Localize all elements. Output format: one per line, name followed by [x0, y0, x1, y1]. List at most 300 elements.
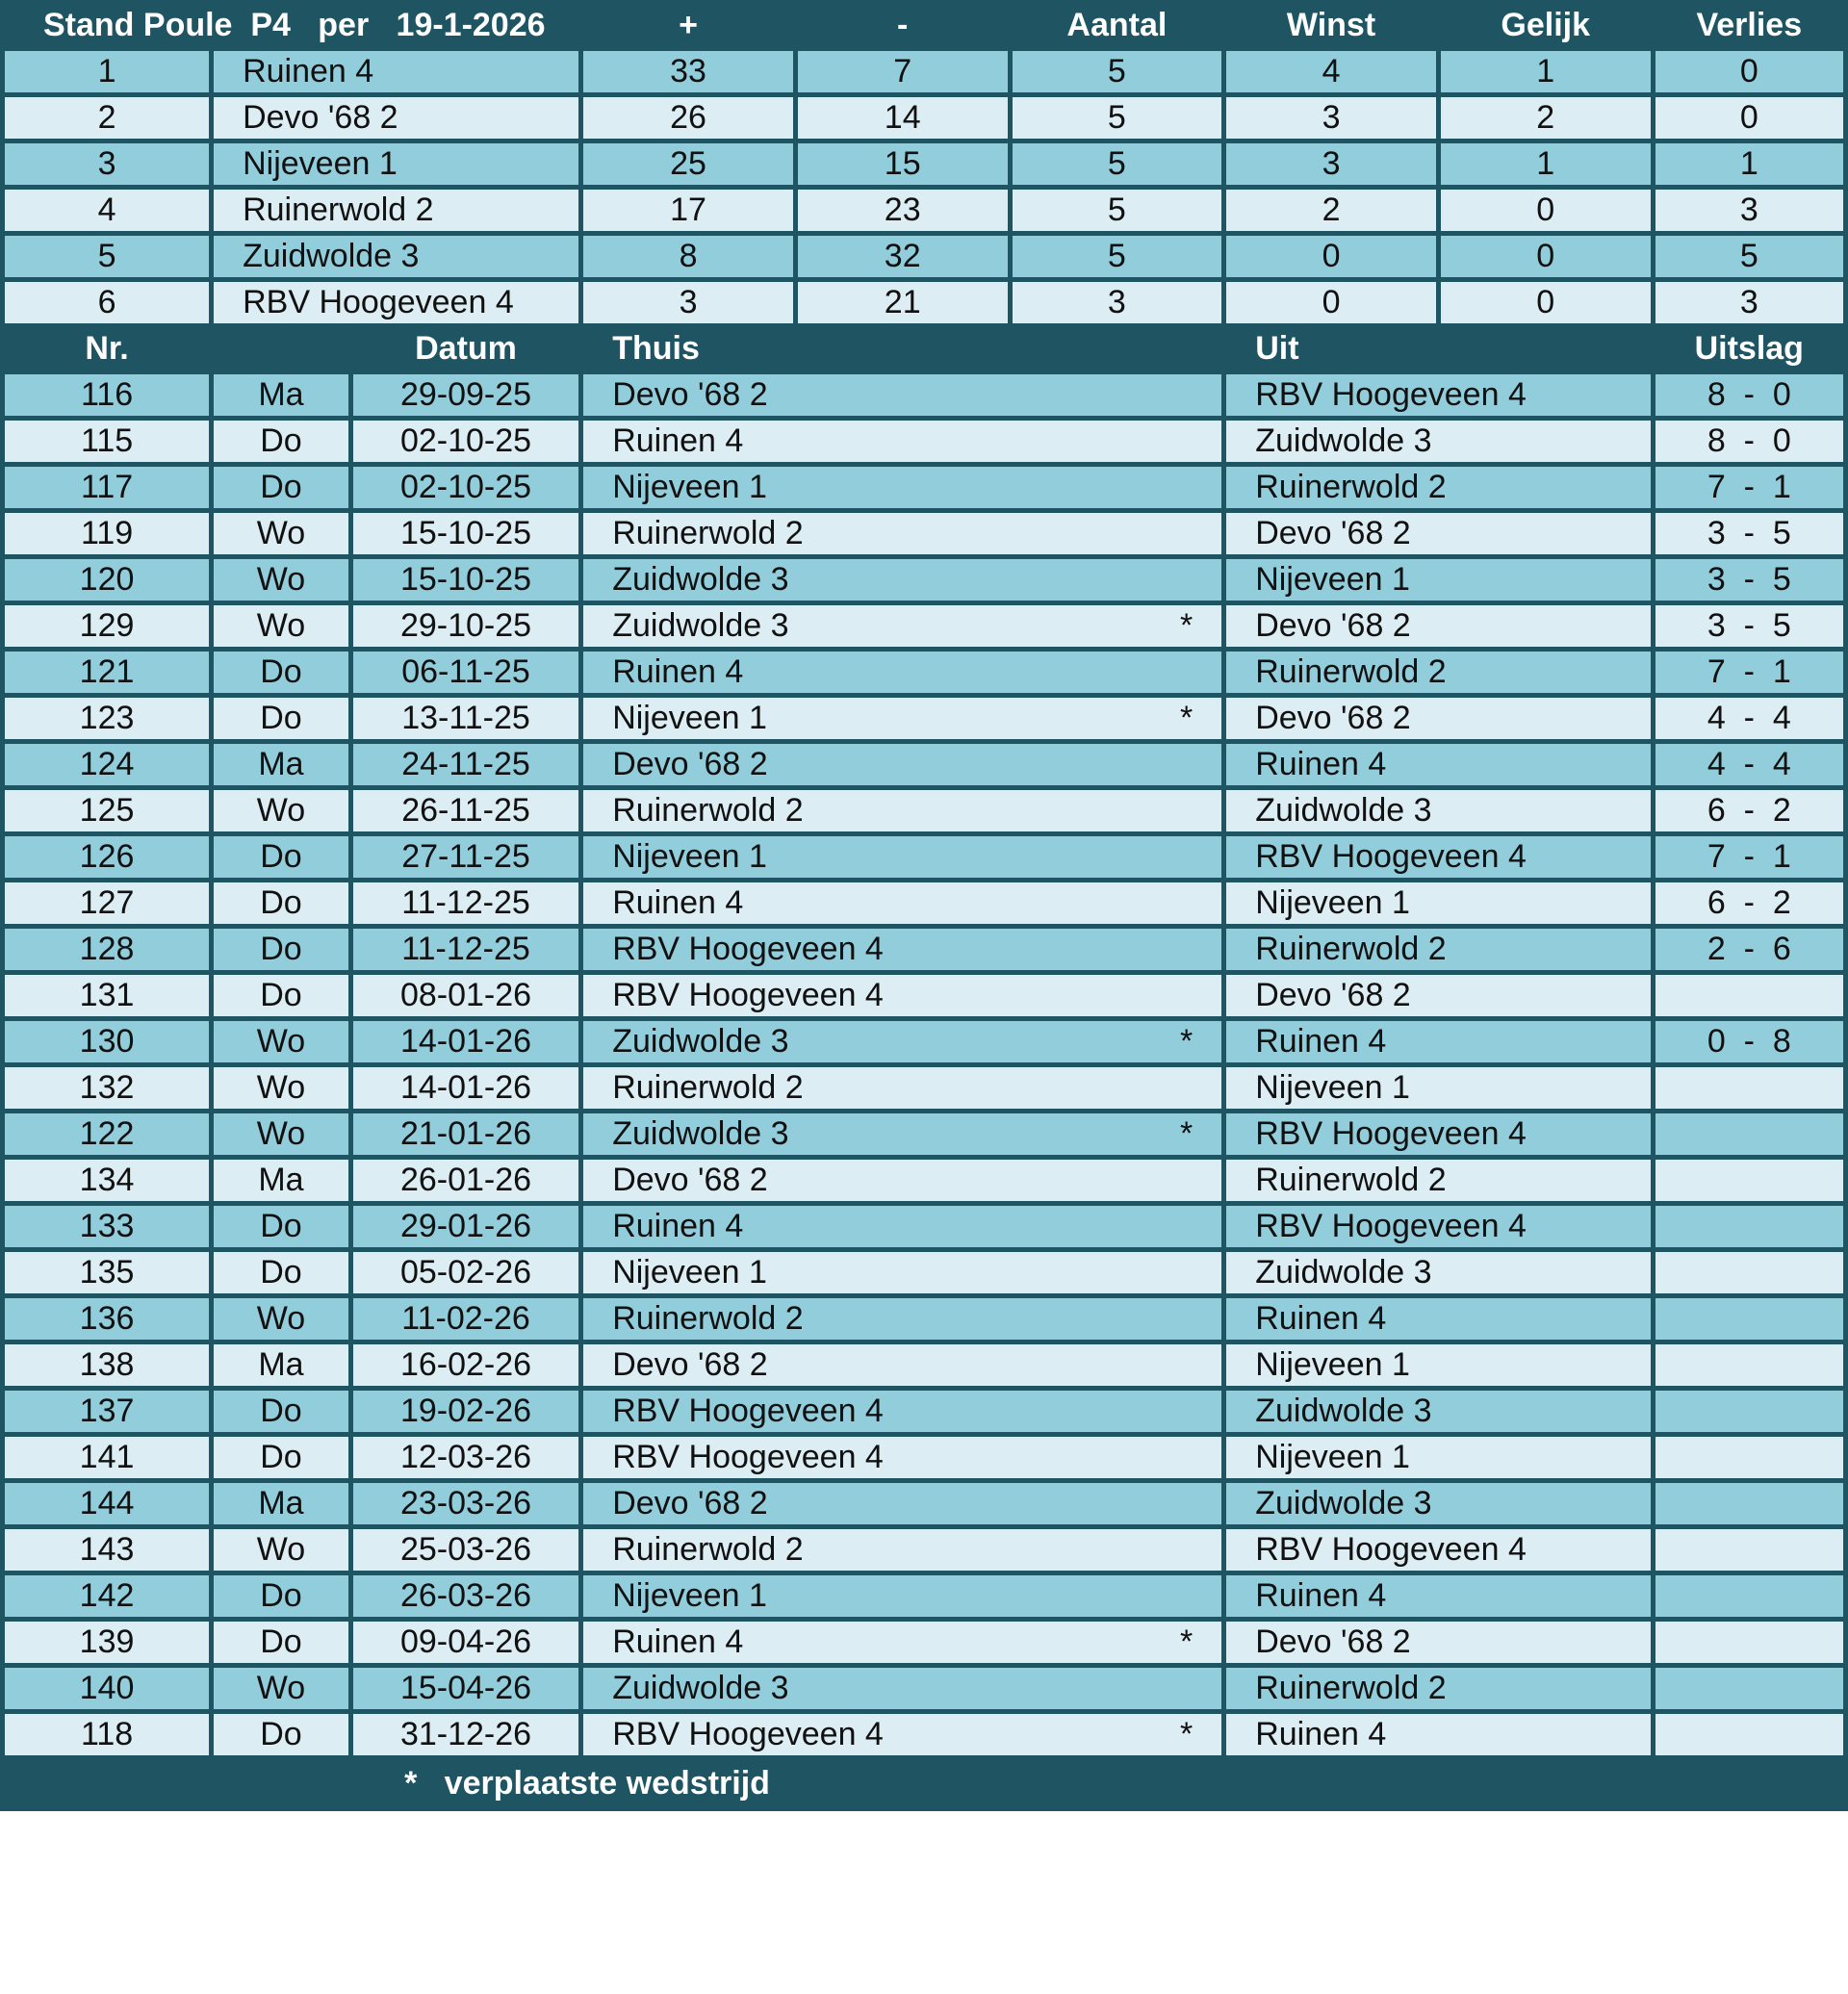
standing-played: 5	[1010, 49, 1224, 95]
standing-drawn: 2	[1438, 95, 1653, 141]
standing-drawn: 0	[1438, 234, 1653, 280]
match-home-team: Nijeveen 1	[612, 1577, 767, 1614]
match-away-team: Nijeveen 1	[1224, 1065, 1653, 1112]
match-number: 119	[3, 511, 212, 557]
footer-row	[3, 1758, 1846, 1809]
match-number: 130	[3, 1019, 212, 1065]
rescheduled-marker: *	[1179, 700, 1194, 736]
match-home-cell	[581, 881, 1224, 927]
match-home-team: Ruinerwold 2	[612, 792, 804, 829]
match-home-team: RBV Hoogeveen 4	[612, 931, 884, 967]
standing-team: Nijeveen 1	[212, 141, 581, 188]
match-day: Do	[212, 465, 351, 511]
standing-points-for: 17	[581, 188, 796, 234]
standing-points-for: 33	[581, 49, 796, 95]
match-away-team: Ruinerwold 2	[1224, 650, 1653, 696]
match-home-team: Ruinerwold 2	[612, 515, 804, 551]
standing-played: 5	[1010, 188, 1224, 234]
match-row	[3, 650, 1846, 696]
match-date: 27-11-25	[350, 834, 580, 881]
standings-row	[3, 234, 1846, 280]
match-date: 05-02-26	[350, 1250, 580, 1296]
standing-drawn: 0	[1438, 280, 1653, 326]
match-result: 6 - 2	[1653, 788, 1845, 834]
standing-points-for: 8	[581, 234, 796, 280]
standing-team: Ruinen 4	[212, 49, 581, 95]
match-away-team: Ruinen 4	[1224, 1712, 1653, 1758]
match-result: 8 - 0	[1653, 372, 1845, 419]
match-day: Do	[212, 1712, 351, 1758]
match-home-cell	[581, 650, 1224, 696]
match-row	[3, 1666, 1846, 1712]
match-home-team: Devo '68 2	[612, 376, 768, 413]
match-row	[3, 1389, 1846, 1435]
match-number: 118	[3, 1712, 212, 1758]
match-away-team: Zuidwolde 3	[1224, 419, 1653, 465]
match-home-cell	[581, 1481, 1224, 1527]
match-date: 02-10-25	[350, 465, 580, 511]
match-away-team: RBV Hoogeveen 4	[1224, 834, 1653, 881]
match-home-team: Ruinen 4	[612, 422, 744, 459]
match-home-cell	[581, 603, 1224, 650]
match-number: 135	[3, 1250, 212, 1296]
match-away-team: Nijeveen 1	[1224, 1435, 1653, 1481]
match-date: 12-03-26	[350, 1435, 580, 1481]
match-home-cell	[581, 1296, 1224, 1342]
standing-position: 2	[3, 95, 212, 141]
match-home-team: Ruinerwold 2	[612, 1531, 804, 1568]
match-home-team: Zuidwolde 3	[612, 561, 789, 598]
rescheduled-marker: *	[1179, 607, 1194, 644]
match-number: 131	[3, 973, 212, 1019]
match-home-cell	[581, 372, 1224, 419]
match-row	[3, 465, 1846, 511]
standings-title: Stand Poule P4 per 19-1-2026	[3, 3, 581, 49]
header-datum: Datum	[350, 326, 580, 372]
header-verlies: Verlies	[1653, 3, 1845, 49]
standing-lost: 3	[1653, 188, 1845, 234]
match-number: 121	[3, 650, 212, 696]
header-thuis: Thuis	[581, 326, 1224, 372]
header-winst: Winst	[1224, 3, 1439, 49]
match-result	[1653, 973, 1845, 1019]
match-result	[1653, 1065, 1845, 1112]
match-result	[1653, 1204, 1845, 1250]
header-plus: +	[581, 3, 796, 49]
match-away-team: RBV Hoogeveen 4	[1224, 1112, 1653, 1158]
match-home-team: Ruinerwold 2	[612, 1300, 804, 1337]
match-home-team: Zuidwolde 3	[612, 1023, 789, 1060]
match-day: Ma	[212, 742, 351, 788]
standing-points-against: 21	[795, 280, 1010, 326]
match-number: 137	[3, 1389, 212, 1435]
match-home-cell	[581, 1342, 1224, 1389]
match-day: Wo	[212, 557, 351, 603]
match-number: 127	[3, 881, 212, 927]
match-number: 117	[3, 465, 212, 511]
match-home-team: Zuidwolde 3	[612, 607, 789, 644]
standings-row	[3, 49, 1846, 95]
match-away-team: Devo '68 2	[1224, 696, 1653, 742]
match-number: 138	[3, 1342, 212, 1389]
header-minus: -	[795, 3, 1010, 49]
standing-position: 6	[3, 280, 212, 326]
standing-drawn: 0	[1438, 188, 1653, 234]
match-row	[3, 511, 1846, 557]
header-nr: Nr.	[3, 326, 212, 372]
match-number: 141	[3, 1435, 212, 1481]
match-result: 3 - 5	[1653, 511, 1845, 557]
standing-drawn: 1	[1438, 49, 1653, 95]
match-day: Ma	[212, 1342, 351, 1389]
standings-header-row	[3, 3, 1846, 49]
match-date: 06-11-25	[350, 650, 580, 696]
match-number: 140	[3, 1666, 212, 1712]
match-date: 09-04-26	[350, 1620, 580, 1666]
match-number: 124	[3, 742, 212, 788]
match-date: 29-09-25	[350, 372, 580, 419]
match-date: 15-10-25	[350, 557, 580, 603]
match-date: 14-01-26	[350, 1065, 580, 1112]
match-result: 0 - 8	[1653, 1019, 1845, 1065]
match-date: 08-01-26	[350, 973, 580, 1019]
match-day: Do	[212, 650, 351, 696]
footer-cell	[3, 1758, 1846, 1809]
match-row	[3, 1712, 1846, 1758]
match-home-team: RBV Hoogeveen 4	[612, 1716, 884, 1752]
match-number: 136	[3, 1296, 212, 1342]
match-day: Wo	[212, 788, 351, 834]
match-day: Do	[212, 973, 351, 1019]
match-day: Do	[212, 696, 351, 742]
match-row	[3, 881, 1846, 927]
match-day: Ma	[212, 1158, 351, 1204]
match-row	[3, 927, 1846, 973]
match-home-cell	[581, 696, 1224, 742]
match-result	[1653, 1158, 1845, 1204]
standings-row	[3, 141, 1846, 188]
match-result	[1653, 1573, 1845, 1620]
match-home-team: Devo '68 2	[612, 1485, 768, 1521]
match-date: 25-03-26	[350, 1527, 580, 1573]
match-home-cell	[581, 1620, 1224, 1666]
standing-played: 3	[1010, 280, 1224, 326]
match-home-team: Ruinerwold 2	[612, 1069, 804, 1106]
standing-points-for: 25	[581, 141, 796, 188]
standing-lost: 0	[1653, 95, 1845, 141]
match-day: Wo	[212, 1296, 351, 1342]
match-date: 29-01-26	[350, 1204, 580, 1250]
match-home-team: Nijeveen 1	[612, 469, 767, 505]
match-number: 142	[3, 1573, 212, 1620]
match-day: Wo	[212, 511, 351, 557]
match-day: Wo	[212, 1019, 351, 1065]
rescheduled-marker: *	[1179, 1115, 1194, 1152]
match-away-team: Nijeveen 1	[1224, 557, 1653, 603]
match-row	[3, 1527, 1846, 1573]
match-date: 26-01-26	[350, 1158, 580, 1204]
match-home-cell	[581, 1573, 1224, 1620]
match-home-cell	[581, 927, 1224, 973]
match-number: 144	[3, 1481, 212, 1527]
match-away-team: Devo '68 2	[1224, 973, 1653, 1019]
match-row	[3, 1065, 1846, 1112]
match-home-cell	[581, 834, 1224, 881]
match-date: 26-11-25	[350, 788, 580, 834]
match-away-team: Nijeveen 1	[1224, 1342, 1653, 1389]
match-day: Do	[212, 1204, 351, 1250]
standing-played: 5	[1010, 141, 1224, 188]
standing-team: Devo '68 2	[212, 95, 581, 141]
match-day: Do	[212, 881, 351, 927]
match-row	[3, 1296, 1846, 1342]
match-row	[3, 557, 1846, 603]
match-result	[1653, 1435, 1845, 1481]
match-home-team: Devo '68 2	[612, 1162, 768, 1198]
match-home-team: RBV Hoogeveen 4	[612, 977, 884, 1013]
match-number: 122	[3, 1112, 212, 1158]
match-result: 7 - 1	[1653, 465, 1845, 511]
match-row	[3, 973, 1846, 1019]
match-row	[3, 1573, 1846, 1620]
match-away-team: Ruinerwold 2	[1224, 465, 1653, 511]
header-day	[212, 326, 351, 372]
match-home-cell	[581, 1712, 1224, 1758]
standing-points-against: 15	[795, 141, 1010, 188]
match-result: 6 - 2	[1653, 881, 1845, 927]
standing-position: 1	[3, 49, 212, 95]
match-home-team: Zuidwolde 3	[612, 1670, 789, 1706]
standing-played: 5	[1010, 95, 1224, 141]
match-date: 11-02-26	[350, 1296, 580, 1342]
match-home-team: Nijeveen 1	[612, 1254, 767, 1291]
match-away-team: Ruinen 4	[1224, 1296, 1653, 1342]
match-away-team: Zuidwolde 3	[1224, 1481, 1653, 1527]
match-result: 7 - 1	[1653, 650, 1845, 696]
match-home-cell	[581, 973, 1224, 1019]
match-date: 13-11-25	[350, 696, 580, 742]
standing-drawn: 1	[1438, 141, 1653, 188]
match-date: 14-01-26	[350, 1019, 580, 1065]
match-home-team: Ruinen 4	[612, 1208, 744, 1244]
standing-won: 3	[1224, 95, 1439, 141]
match-result: 7 - 1	[1653, 834, 1845, 881]
match-day: Do	[212, 1573, 351, 1620]
match-away-team: Ruinerwold 2	[1224, 927, 1653, 973]
standings-row	[3, 95, 1846, 141]
match-home-team: Ruinen 4	[612, 884, 744, 921]
match-home-team: Zuidwolde 3	[612, 1115, 789, 1152]
match-number: 143	[3, 1527, 212, 1573]
standing-won: 0	[1224, 234, 1439, 280]
standing-position: 3	[3, 141, 212, 188]
match-result: 8 - 0	[1653, 419, 1845, 465]
match-home-cell	[581, 1435, 1224, 1481]
match-row	[3, 1481, 1846, 1527]
match-result	[1653, 1527, 1845, 1573]
standing-won: 2	[1224, 188, 1439, 234]
match-home-cell	[581, 1666, 1224, 1712]
match-away-team: RBV Hoogeveen 4	[1224, 372, 1653, 419]
match-date: 19-02-26	[350, 1389, 580, 1435]
match-row	[3, 372, 1846, 419]
match-away-team: Nijeveen 1	[1224, 881, 1653, 927]
match-home-team: RBV Hoogeveen 4	[612, 1393, 884, 1429]
match-home-team: Nijeveen 1	[612, 700, 767, 736]
match-date: 24-11-25	[350, 742, 580, 788]
match-result: 3 - 5	[1653, 603, 1845, 650]
match-home-cell	[581, 1250, 1224, 1296]
standing-won: 3	[1224, 141, 1439, 188]
match-home-cell	[581, 465, 1224, 511]
match-result	[1653, 1712, 1845, 1758]
standings-row	[3, 280, 1846, 326]
match-away-team: Ruinen 4	[1224, 1019, 1653, 1065]
match-number: 132	[3, 1065, 212, 1112]
standing-won: 0	[1224, 280, 1439, 326]
standing-lost: 1	[1653, 141, 1845, 188]
match-result	[1653, 1250, 1845, 1296]
match-away-team: Ruinerwold 2	[1224, 1666, 1653, 1712]
standing-points-against: 23	[795, 188, 1010, 234]
match-number: 126	[3, 834, 212, 881]
match-day: Do	[212, 1620, 351, 1666]
match-date: 02-10-25	[350, 419, 580, 465]
match-home-cell	[581, 1389, 1224, 1435]
match-date: 26-03-26	[350, 1573, 580, 1620]
match-number: 139	[3, 1620, 212, 1666]
standing-points-against: 7	[795, 49, 1010, 95]
match-day: Wo	[212, 603, 351, 650]
match-result: 4 - 4	[1653, 742, 1845, 788]
match-row	[3, 1435, 1846, 1481]
match-away-team: Devo '68 2	[1224, 603, 1653, 650]
match-row	[3, 742, 1846, 788]
match-result	[1653, 1666, 1845, 1712]
match-away-team: RBV Hoogeveen 4	[1224, 1527, 1653, 1573]
match-row	[3, 696, 1846, 742]
match-row	[3, 603, 1846, 650]
match-row	[3, 1204, 1846, 1250]
match-date: 11-12-25	[350, 881, 580, 927]
match-away-team: RBV Hoogeveen 4	[1224, 1204, 1653, 1250]
rescheduled-marker: *	[1179, 1023, 1194, 1060]
match-number: 116	[3, 372, 212, 419]
match-number: 125	[3, 788, 212, 834]
schedule-header-row	[3, 326, 1846, 372]
match-home-cell	[581, 1158, 1224, 1204]
rescheduled-marker: *	[1179, 1716, 1194, 1752]
match-result	[1653, 1112, 1845, 1158]
match-number: 133	[3, 1204, 212, 1250]
header-uitslag: Uitslag	[1653, 326, 1845, 372]
match-day: Wo	[212, 1666, 351, 1712]
match-result: 2 - 6	[1653, 927, 1845, 973]
match-home-cell	[581, 788, 1224, 834]
match-day: Do	[212, 1250, 351, 1296]
match-away-team: Zuidwolde 3	[1224, 1250, 1653, 1296]
match-date: 11-12-25	[350, 927, 580, 973]
match-date: 23-03-26	[350, 1481, 580, 1527]
match-day: Ma	[212, 1481, 351, 1527]
standing-lost: 3	[1653, 280, 1845, 326]
standing-lost: 0	[1653, 49, 1845, 95]
match-date: 29-10-25	[350, 603, 580, 650]
standing-points-for: 3	[581, 280, 796, 326]
match-result	[1653, 1620, 1845, 1666]
match-date: 15-04-26	[350, 1666, 580, 1712]
match-date: 15-10-25	[350, 511, 580, 557]
header-aantal: Aantal	[1010, 3, 1224, 49]
match-result	[1653, 1481, 1845, 1527]
match-home-cell	[581, 1204, 1224, 1250]
match-day: Do	[212, 927, 351, 973]
match-away-team: Ruinerwold 2	[1224, 1158, 1653, 1204]
match-home-cell	[581, 1112, 1224, 1158]
match-row	[3, 834, 1846, 881]
match-home-team: Devo '68 2	[612, 1346, 768, 1383]
match-day: Wo	[212, 1065, 351, 1112]
match-number: 129	[3, 603, 212, 650]
match-away-team: Zuidwolde 3	[1224, 788, 1653, 834]
match-home-cell	[581, 1527, 1224, 1573]
match-row	[3, 1112, 1846, 1158]
match-day: Wo	[212, 1527, 351, 1573]
match-home-cell	[581, 511, 1224, 557]
match-result	[1653, 1389, 1845, 1435]
standing-won: 4	[1224, 49, 1439, 95]
match-result: 3 - 5	[1653, 557, 1845, 603]
standing-points-for: 26	[581, 95, 796, 141]
match-number: 123	[3, 696, 212, 742]
standing-points-against: 14	[795, 95, 1010, 141]
match-away-team: Ruinen 4	[1224, 742, 1653, 788]
match-row	[3, 1019, 1846, 1065]
match-row	[3, 419, 1846, 465]
match-row	[3, 1158, 1846, 1204]
standing-position: 5	[3, 234, 212, 280]
match-row	[3, 1250, 1846, 1296]
match-day: Ma	[212, 372, 351, 419]
match-away-team: Devo '68 2	[1224, 511, 1653, 557]
match-number: 128	[3, 927, 212, 973]
match-row	[3, 788, 1846, 834]
match-day: Wo	[212, 1112, 351, 1158]
rescheduled-note: * verplaatste wedstrijd	[404, 1765, 770, 1802]
rescheduled-marker: *	[1179, 1623, 1194, 1660]
match-away-team: Devo '68 2	[1224, 1620, 1653, 1666]
standings-row	[3, 188, 1846, 234]
standing-lost: 5	[1653, 234, 1845, 280]
match-day: Do	[212, 419, 351, 465]
match-row	[3, 1342, 1846, 1389]
match-date: 16-02-26	[350, 1342, 580, 1389]
match-day: Do	[212, 1389, 351, 1435]
match-away-team: Ruinen 4	[1224, 1573, 1653, 1620]
standing-played: 5	[1010, 234, 1224, 280]
match-number: 120	[3, 557, 212, 603]
match-away-team: Zuidwolde 3	[1224, 1389, 1653, 1435]
match-home-team: Ruinen 4	[612, 653, 744, 690]
match-number: 115	[3, 419, 212, 465]
match-row	[3, 1620, 1846, 1666]
match-home-cell	[581, 1065, 1224, 1112]
header-uit: Uit	[1224, 326, 1653, 372]
standing-points-against: 32	[795, 234, 1010, 280]
match-number: 134	[3, 1158, 212, 1204]
standing-team: RBV Hoogeveen 4	[212, 280, 581, 326]
match-home-team: Ruinen 4	[612, 1623, 744, 1660]
